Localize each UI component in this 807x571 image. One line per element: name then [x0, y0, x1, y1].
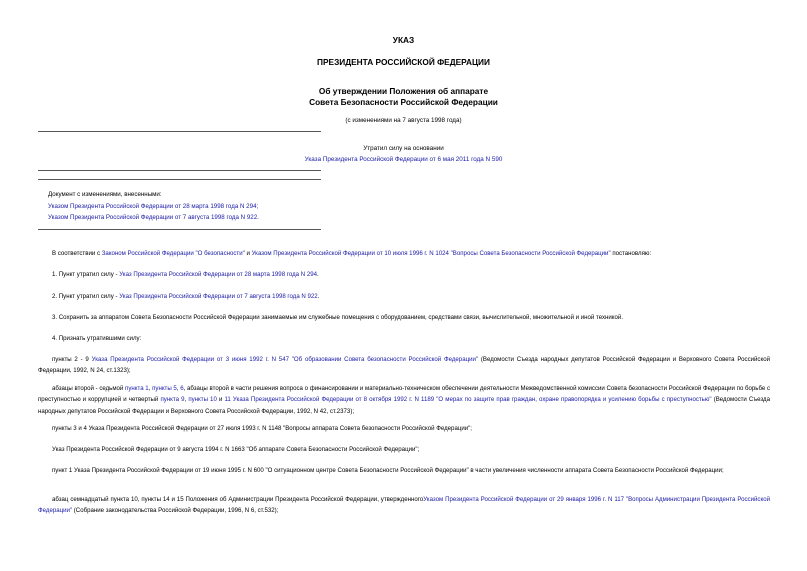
clause-link[interactable]: пункты 10 [188, 396, 217, 404]
document-subject-line-2: Совета Безопасности Российской Федерации [309, 97, 498, 107]
repeal-label: Утратил силу на основании [363, 145, 444, 152]
document-subject-line-1: Об утверждении Положения об аппарате [318, 86, 489, 96]
decree-link[interactable]: Указа Президента Российской Федерации от 3 июня 1992 г. N 547 "Об образовании Совета безопасности Российской Федерации" [91, 356, 479, 363]
paragraph-6: абзацы второй - седьмой пункта 1, пункты 5, 6, абзацы второй в части решения вопроса о финансировании и материально-техническом обеспечении деятельности Межведомственной комиссии Совета безопасности Российской Федерации по борьбе с преступностью и коррупцией и четвертый пункта 9, пункты 10 и 11 Указа Президента Российской Федерации от 8 октября 1992 г. N 1189 "О мерах по защите прав граждан, охране правопорядка и усилению борьбы с преступностью" (Ведомости Съезда народных депутатов Российской Федерации и Верховного Совета Российской Федерации, 1992, N 42, ст.2373); [38, 385, 771, 415]
clause-link[interactable]: пункты 5 [152, 385, 177, 392]
clause-link[interactable]: пункта 9 [160, 396, 185, 404]
paragraph-3: 3. Сохранить за аппаратом Совета Безопасности Российской Федерации занимаемые им служебные помещения с оборудованием, средствами связи, вычислительной, множительной и иной техникой. [52, 314, 624, 321]
decree-link[interactable]: Указом Президента Российской Федерации от 10 июля 1996 г. N 1024 "Вопросы Совета Безопасности Российской Федерации" [251, 250, 611, 257]
document-type: УКАЗ [392, 35, 415, 45]
separator-line [38, 131, 321, 132]
separator-line [38, 170, 321, 171]
changes-link-1[interactable]: Указом Президента Российской Федерации от 28 марта 1998 года N 294; [48, 202, 259, 210]
separator-line [38, 179, 321, 180]
decree-link[interactable]: Указом Президента Российской Федерации от 29 января 1996 г. N 117 "Вопросы Администрации Президента Российской Федерации" [38, 496, 770, 515]
law-link[interactable]: Законом Российской Федерации "О безопасности" [101, 250, 245, 257]
paragraph-9: пункт 1 Указа Президента Российской Федерации от 19 июня 1995 г. N 600 "О ситуационном центре Совета Безопасности Российской Федерации" в части увеличения численности аппарата Совета Безопасности Российской Федерации; [52, 467, 724, 474]
paragraph-5: пункты 2 - 9 Указа Президента Российской Федерации от 3 июня 1992 г. N 547 "Об образовании Совета безопасности Российской Федерации" (Ведомости Съезда народных депутатов Российской Федерации и Верховного Совета Российской Федерации, 1992, N 24, ст.1323); [38, 356, 771, 375]
decree-link[interactable]: 11 Указа Президента Российской Федерации от 8 октября 1992 г. N 1189 "О мерах по защите прав граждан, охране правопорядка и усилению борьбы с преступностью" [224, 396, 712, 404]
preamble-paragraph: В соответствии с Законом Российской Федерации "О безопасности" и Указом Президента Российской Федерации от 10 июля 1996 г. N 1024 "Вопросы Совета Безопасности Российской Федерации" постановляю: [52, 250, 652, 257]
paragraph-1: 1. Пункт утратил силу - Указ Президента Российской Федерации от 28 марта 1998 года N 294. [52, 271, 319, 278]
changes-block [48, 189, 259, 224]
clause-link[interactable]: пункта 1 [125, 385, 149, 392]
paragraph-10: абзац семнадцатый пункта 10, пункты 14 и 15 Положения об Администрации Президента Российской Федерации, утвержденногоУказом Президента Российской Федерации от 29 января 1996 г. N 117 "Вопросы Администрации Президента Российской Федерации" (Собрание законодательства Российской Федерации, 1996, N 6, ст.532); [38, 496, 770, 515]
separator-line [38, 229, 321, 230]
document-issuer: ПРЕЗИДЕНТА РОССИЙСКОЙ ФЕДЕРАЦИИ [317, 57, 490, 67]
paragraph-2: 2. Пункт утратил силу - Указ Президента Российской Федерации от 7 августа 1998 года N 922. [52, 293, 320, 300]
decree-link[interactable]: Указ Президента Российской Федерации от 7 августа 1998 года N 922 [119, 293, 318, 300]
amendment-note: (с изменениями на 7 августа 1998 года) [345, 117, 462, 124]
paragraph-8: Указ Президента Российской Федерации от 9 августа 1994 г. N 1663 "Об аппарате Совета Безопасности Российской Федерации"; [52, 446, 420, 453]
clause-link[interactable]: 6 [180, 385, 184, 392]
changes-label: Документ с изменениями, внесенными: [48, 191, 162, 198]
paragraph-7: пункты 3 и 4 Указа Президента Российской Федерации от 27 июля 1993 г. N 1148 "Вопросы аппарата Совета безопасности Российской Федерации"; [52, 425, 472, 432]
paragraph-4: 4. Признать утратившими силу: [52, 335, 142, 342]
changes-link-2[interactable]: Указом Президента Российской Федерации от 7 августа 1998 года N 922. [48, 214, 259, 221]
repeal-link[interactable]: Указа Президента Российской Федерации от 6 мая 2011 года N 590 [304, 156, 503, 163]
decree-link[interactable]: Указ Президента Российской Федерации от 28 марта 1998 года N 294 [119, 271, 318, 278]
